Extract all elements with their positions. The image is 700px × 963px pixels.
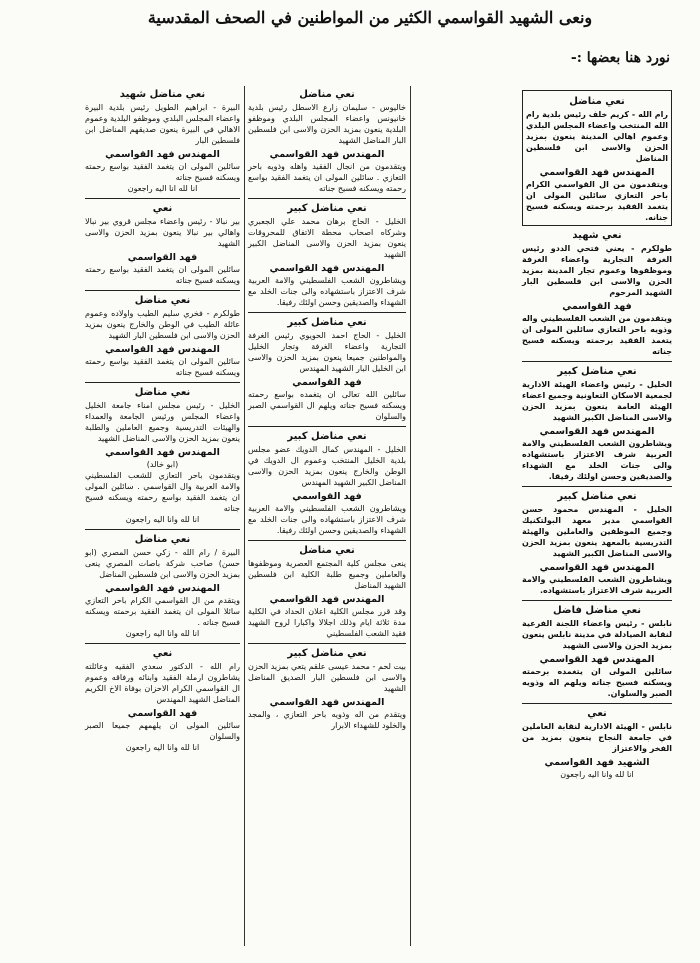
notice-signoff: المهندس فهد القواسمي [269,149,385,160]
notice-body: الخليل - المهندس كمال الدويك عضو مجلس بلدية الخليل المنتخب وعموم ال الدويك في الوطن والخارج ينعون بمزيد الحزن والاسى المناضل الكبير الشهيد المهندس [248,445,406,487]
notice-signoff: المهندس فهد القواسمي [539,167,655,178]
notice-signoff: فهد القواسمي [127,252,198,263]
notice-signoff: المهندس فهد القواسمي [269,697,385,708]
notice-signoff: المهندس فهد القواسمي [539,562,655,573]
notice-body: نابلس - رئيس واعضاء اللجنة الفرعية لنقابة الصيادلة في مدينة نابلس ينعون بمزيد الحزن والاسى الشهيد [522,619,672,650]
notice-closing: سائلين الله تعالى ان يتغمده بواسع رحمته ويسكنه فسيح جناته ويلهم ال القواسمي الصبر والسلوان [248,390,406,421]
notice-heading: نعي مناضل [569,96,625,107]
notice [522,605,672,704]
notice-signoff: المهندس فهد القواسمي [105,447,220,458]
notice-closing: ويتقدمون من انجال الفقيد واهله وذويه باحر التعازي . سائلين المولى ان يتغمد الفقيد بواسع رحمته ويسكنه فسيح جناته [248,162,406,193]
column-divider [244,86,245,946]
notice-body: الخليل - رئيس واعضاء الهيئة الادارية لجمعية الاسكان التعاونية وجميع اعضاء الهيئة العامة ينعون بمزيد الحزن والاسى المناضل الكبير الشهيد [522,380,672,422]
notice [248,89,406,199]
notice [248,545,406,644]
notice-heading: نعي مناضل كبير [557,491,637,502]
notice-heading: نعي مناضل [299,545,355,556]
notice-closing: ويشاطرون الشعب الفلسطيني والامة العربية شرف الاعتزاز باستشهاده. [522,575,672,595]
notice [85,203,240,291]
notice-closing: سائلين المولى ان يتغمد الفقيد بواسع رحمته ويسكنه فسيح جناته [85,265,240,285]
notice-body: بير نبالا - رئيس واعضاء مجلس قروي بير نبالا واهالي بير نبالا ينعون بمزيد الحزن والاسى الشهيد [85,217,240,248]
notice-body: خاليوس - سليمان زارع الاسطل رئيس بلدية خانيونس واعضاء المجلس البلدي وموظفو البلدية ينعون بمزيد الحزن والاسى ابن فلسطين البار المناضل الشهيد [248,103,406,145]
notice-signoff: المهندس فهد القواسمي [269,594,385,605]
notice-prayer: انا لله انا اليه راجعون [127,184,198,193]
notice-closing: ويشاطرون الشعب الفلسطيني والامة العربية شرف الاعتزاز باستشهاده والى جنات الخلد مع الشهداء والصديقين وحسن اولئك رفيقا. [248,276,406,307]
notice-body: الخليل - المهندس محمود حسن القواسمي مدير معهد البولتكنيك وجميع الموظفين والعاملين والهيئة التدريسية بالمعهد ينعون بمزيد الحزن والاسى المناضل الكبير الشهيد [522,505,672,558]
notice [85,387,240,530]
page-subtitle: نورد هنا بعضها :- [570,50,670,66]
notice-body: الخليل - الحاج برهان محمد علي الجعبري وشركاه اصحاب محطة الاتفاق للمحروقات ينعون بمزيد الحزن والاسى المناضل الكبير الشهيد [248,217,406,259]
notice-closing: سائلين المولى ان يتغمده برحمته ويسكنه فسيح جناته ويلهم اله وذويه الصبر والسلوان. [522,667,672,698]
notice-heading: نعي شهيد [572,230,622,241]
notice-heading: نعي مناضل كبير [287,317,367,328]
notice-body: بيت لحم - محمد عيسى علقم يتعي بمزيد الحزن والاسى ابن فلسطين البار الصديق المناضل الشهيد [248,662,406,693]
notice [522,90,672,226]
notice-closing: ويتقدم من اله وذويه باحر التعازي ، والمجد والخلود للشهداء الابرار [248,710,406,730]
notice [248,648,406,735]
notice-body: ينعى مجلس كلية المجتمع العصرية وموظفوها والعاملين وجميع طلبة الكلية ابن فلسطين الشهيد المناضل [248,559,406,590]
notice-closing: سائلين المولى ان يلهمهم جميعا الصبر والسلوان [85,721,240,741]
notice-closing: ويتقدمون باحر التعازي للشعب الفلسطيني والامة العربية وال القواسمي . سائلين المولى ان يتغمد الفقيد بواسع رحمته ويسكنه فسيح جناته [85,471,240,513]
notice-heading: نعي مناضل كبير [557,366,637,377]
notice-closing: ويتقدم من ال القواسمي الكرام باحر التعازي سائلا المولى ان يتغمد الفقيد برحمته ويسكنه فسيح جناته . [85,596,240,627]
notice-signoff: فهد القواسمي [292,377,362,388]
notice-signoff-nickname: (ابو خالد) [146,460,179,469]
notice [522,230,672,362]
notice-heading: نعي مناضل فاضل [553,605,641,616]
notice-heading: نعي مناضل كبير [287,203,367,214]
notice [248,317,406,427]
notice-heading: نعي [152,203,173,214]
column-left [85,86,240,761]
notice-heading: نعي مناضل كبير [287,431,367,442]
notice-body: البيرة - ابراهيم الطويل رئيس بلدية البيرة واعضاء المجلس البلدي وموظفو البلدية وعموم الاهالي في البيرة ينعون صديقهم المناضل ابن فلسطين البار [85,103,240,145]
notice-heading: نعي مناضل [134,387,191,398]
notice-closing: ويتقدمون من ال القواسمي الكرام باحر التعازي سائلين المولى ان يتغمد الفقيد برحمته ويسكنه فسيح جنانه. [526,180,668,222]
notice [522,708,672,784]
notice [248,431,406,541]
notice-body: رام الله - الدكتور سعدي الفقيه وعائلته يشاطرون ارملة الفقيد وابنائه ورفاقه وعموم ال القواسمي الكرام الاحزان بوفاة الاخ الكريم المناضل الشهيد المهندس [85,662,240,704]
notice [85,648,240,757]
notice-closing: ويتقدمون من الشعب الفلسطيني واله وذويه باحر التعازي سائلين المولى ان يتغمد الفقيد برحمته ويسكنه فسيح جناته [522,314,672,356]
notice [85,534,240,644]
notice-closing: سائلين المولى ان يتغمد الفقيد بواسع رحمته ويسكنه فسيح جناته [85,357,240,377]
notice [522,491,672,601]
notice-closing: ويشاطرون الشعب الفلسطيني والامة العربية شرف الاعتزاز باستشهاده والى جنات الخلد مع الشهداء والصديقين وحسن اولئك رفيقا. [248,504,406,535]
notice-signoff: المهندس فهد القواسمي [105,344,220,355]
notice-body: نابلس - الهيئة الادارية لنقابة العاملين في جامعة النجاح ينعون بمزيد من الفخر والاعتزاز [522,722,672,753]
notice-signoff: المهندس فهد القواسمي [105,149,220,160]
notice-body: رام الله - كريم خلف رئيس بلدية رام الله المنتخب واعضاء المجلس البلدي وعموم اهالي المدينة ينعون بمزيد الحزن والاسى ابن فلسطين المناضل [526,110,668,163]
notice-body: طولكرم - يعني فتحي الددو رئيس الغرفة التجارية واعضاء الغرفة وموظفوها وعموم تجار المدينة بمزيد الحزن والاسى ابن فلسطين البار الشهيد المرحوم [522,244,672,297]
notice-signoff: المهندس فهد القواسمي [539,426,655,437]
notice-closing: وقد قرر مجلس الكلية اعلان الحداد في الكلية مدة ثلاثة ايام وذلك اجلالا واكبارا لروح الشهيد فقيد الشعب الفلسطيني [248,607,406,638]
notice-heading: نعي [152,648,173,659]
notice-signoff: الشهيد فهد القواسمي [544,757,650,768]
column-middle [248,86,406,739]
notice-prayer: انا لله وانا اليه راجعون [125,743,200,752]
notice [248,203,406,313]
notice-body: الخليل - الحاج احمد الحويوي رئيس الغرفة التجارية واعضاء الغرفة وتجار الخليل والمواطنين جميعا ينعون بمزيد الحزن والاسى ابن الخليل البار الشهيد المهندس [248,331,406,373]
notice-heading: نعي مناضل [134,295,191,306]
notice [522,366,672,487]
notice-heading: نعي مناضل كبير [287,648,367,659]
notice-signoff: المهندس فهد القواسمي [539,654,655,665]
column-right [522,90,672,788]
notice-heading: نعي [587,708,607,719]
notice-signoff: فهد القواسمي [292,491,362,502]
notice-closing: ويشاطرون الشعب الفلسطيني والامة العربية شرف الاعتزاز باستشهاده والى جنات الخلد مع الشهداء والصديقين وحسن اولئك رفيقا. [522,439,672,481]
notice [85,89,240,199]
notice-heading: نعي مناضل شهيد [119,89,206,100]
page-title: ونعى الشهيد القواسمي الكثير من المواطنين في الصحف المقدسية [147,8,593,27]
notice-body: البيرة / رام الله - زكي حسن المصري (ابو حسن) صاحب شركة باصات المصري ينعى بمزيد الحزن والاسى ابن فلسطين المناضل [85,548,240,579]
notice-heading: نعي مناضل [299,89,355,100]
notice-signoff: فهد القواسمي [562,301,632,312]
notice-body: الخليل - رئيس مجلس امناء جامعة الخليل واعضاء المجلس ورئيس الجامعة والعمداء والهيئات التدريسية وجميع العاملين والطلبة ينعون بمزيد الحزن والاسى المناضل الشهيد [85,401,240,443]
notice-prayer: انا لله وانا اليه راجعون [125,629,200,638]
notice-closing: سائلين المولى ان يتغمد الفقيد بواسع رحمته ويسكنه فسيح جناته [85,162,240,182]
notice [85,295,240,383]
column-divider [410,86,411,946]
notice-prayer: انا لله وانا اليه راجعون [560,770,634,779]
notice-prayer: انا لله وانا اليه راجعون [125,515,200,524]
notice-body: طولكرم - فخري سليم الطيب واولاده وعموم عائلة الطيب في الوطن والخارج ينعون بمزيد الحزن والاسى ابن فلسطين البار الشهيد [85,309,240,340]
notice-heading: نعي مناضل [134,534,191,545]
notice-signoff: المهندس فهد القواسمي [269,263,385,274]
notice-signoff: فهد القواسمي [127,708,198,719]
notice-signoff: المهندس فهد القواسمي [105,583,220,594]
